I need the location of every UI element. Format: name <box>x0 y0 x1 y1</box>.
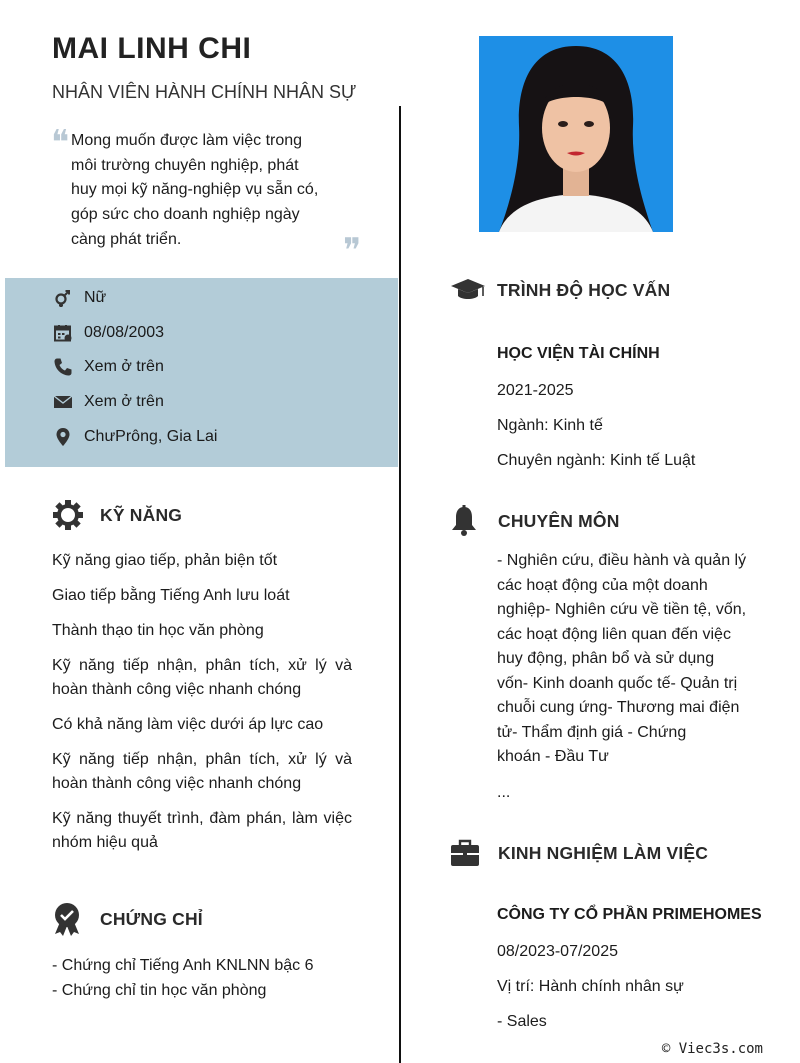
close-quote-icon: ❞ <box>343 231 362 271</box>
location-pin-icon <box>53 427 73 447</box>
gender-icon <box>53 288 73 308</box>
expertise-line: huy động, phân bổ và sử dụng <box>497 650 715 667</box>
education-major: Ngành: Kinh tế <box>497 417 603 434</box>
experience-details <box>497 903 787 1034</box>
experience-detail: - Sales <box>497 1013 547 1030</box>
briefcase-icon <box>450 839 480 867</box>
education-period: 2021-2025 <box>497 382 574 399</box>
certificates-title: CHỨNG CHỈ <box>100 908 203 929</box>
certificate-item: - Chứng chỉ Tiếng Anh KNLNN bậc 6 <box>52 957 314 974</box>
gear-icon <box>52 499 84 531</box>
skill-item: Kỹ năng tiếp nhận, phân tích, xử lý và hoàn thành công việc nhanh chóng <box>52 657 352 698</box>
email-row <box>53 390 164 414</box>
profile-photo <box>479 36 673 232</box>
expertise-ellipsis: ... <box>497 783 511 801</box>
skill-item: Kỹ năng thuyết trình, đàm phán, làm việc nhóm hiệu quả <box>52 810 352 851</box>
skill-item: Kỹ năng tiếp nhận, phân tích, xử lý và hoàn thành công việc nhanh chóng <box>52 751 352 792</box>
site-watermark: © Viec3s.com <box>661 1041 763 1057</box>
education-specialization: Chuyên ngành: Kinh tế Luật <box>497 452 696 469</box>
phone-value: Xem ở trên <box>84 358 164 375</box>
certificates-list <box>52 954 314 1003</box>
skills-title: KỸ NĂNG <box>100 504 183 525</box>
award-badge-icon <box>52 902 82 936</box>
experience-period: 08/2023-07/2025 <box>497 943 618 960</box>
experience-position: Vị trí: Hành chính nhân sự <box>497 978 684 995</box>
education-header <box>450 277 670 303</box>
skill-item: Giao tiếp bằng Tiếng Anh lưu loát <box>52 587 290 604</box>
birthday-row <box>53 321 164 345</box>
expertise-header <box>450 505 620 537</box>
column-divider <box>399 106 401 1063</box>
certificates-header <box>52 902 203 936</box>
email-icon <box>53 392 73 412</box>
objective-line: càng phát triển. <box>71 230 182 248</box>
expertise-line: các hoạt động liên quan đến việc <box>497 625 731 643</box>
phone-row <box>53 355 164 379</box>
experience-header <box>450 839 708 867</box>
expertise-title: CHUYÊN MÔN <box>498 510 620 531</box>
open-quote-icon: ❝ <box>51 123 70 163</box>
birthday-value: 08/08/2003 <box>84 324 165 341</box>
address-row <box>53 425 217 449</box>
job-title: NHÂN VIÊN HÀNH CHÍNH NHÂN SỰ <box>52 82 357 102</box>
career-objective <box>71 129 351 253</box>
education-details <box>497 342 777 473</box>
expertise-line: tử- Thẩm định giá - Chứng <box>497 723 687 741</box>
expertise-line: vốn- Kinh doanh quốc tế- Quản trị <box>497 674 738 692</box>
objective-line: môi trường chuyên nghiệp, phát <box>71 156 299 174</box>
personal-info-panel <box>5 278 398 467</box>
certificate-item: - Chứng chỉ tin học văn phòng <box>52 982 267 999</box>
phone-icon <box>53 357 73 377</box>
experience-title: KINH NGHIỆM LÀM VIỆC <box>498 842 709 863</box>
gender-row <box>53 286 106 310</box>
expertise-text <box>497 549 772 805</box>
gender-value: Nữ <box>84 289 107 306</box>
calendar-icon <box>53 323 73 343</box>
objective-line: Mong muốn được làm việc trong <box>71 132 303 149</box>
skills-header <box>52 499 182 531</box>
objective-line: huy mọi kỹ năng-nghiệp vụ sẵn có, <box>71 181 319 199</box>
objective-line: góp sức cho doanh nghiệp ngày <box>71 206 300 224</box>
skill-item: Thành thạo tin học văn phòng <box>52 622 264 639</box>
expertise-line: các hoạt động của một doanh <box>497 576 708 594</box>
skill-item: Kỹ năng giao tiếp, phản biện tốt <box>52 552 278 569</box>
expertise-line: - Nghiên cứu, điều hành và quản lý <box>497 552 747 569</box>
email-value: Xem ở trên <box>84 393 164 410</box>
education-title: TRÌNH ĐỘ HỌC VẤN <box>497 279 671 300</box>
expertise-line: nghiệp- Nghiên cứu về tiền tệ, vốn, <box>497 601 747 618</box>
expertise-line: khoán - Đầu Tư <box>497 748 609 765</box>
bell-icon <box>450 505 478 537</box>
graduation-cap-icon <box>450 277 486 303</box>
address-value: ChưPrông, Gia Lai <box>84 428 218 445</box>
skill-item: Có khả năng làm việc dưới áp lực cao <box>52 716 324 733</box>
school-name: HỌC VIỆN TÀI CHÍNH <box>497 345 660 362</box>
company-name: CÔNG TY CỔ PHẦN PRIMEHOMES <box>497 906 762 923</box>
candidate-name: MAI LINH CHI <box>52 32 252 65</box>
skills-list <box>52 549 352 855</box>
expertise-line: chuỗi cung ứng- Thương mai điện <box>497 699 740 716</box>
